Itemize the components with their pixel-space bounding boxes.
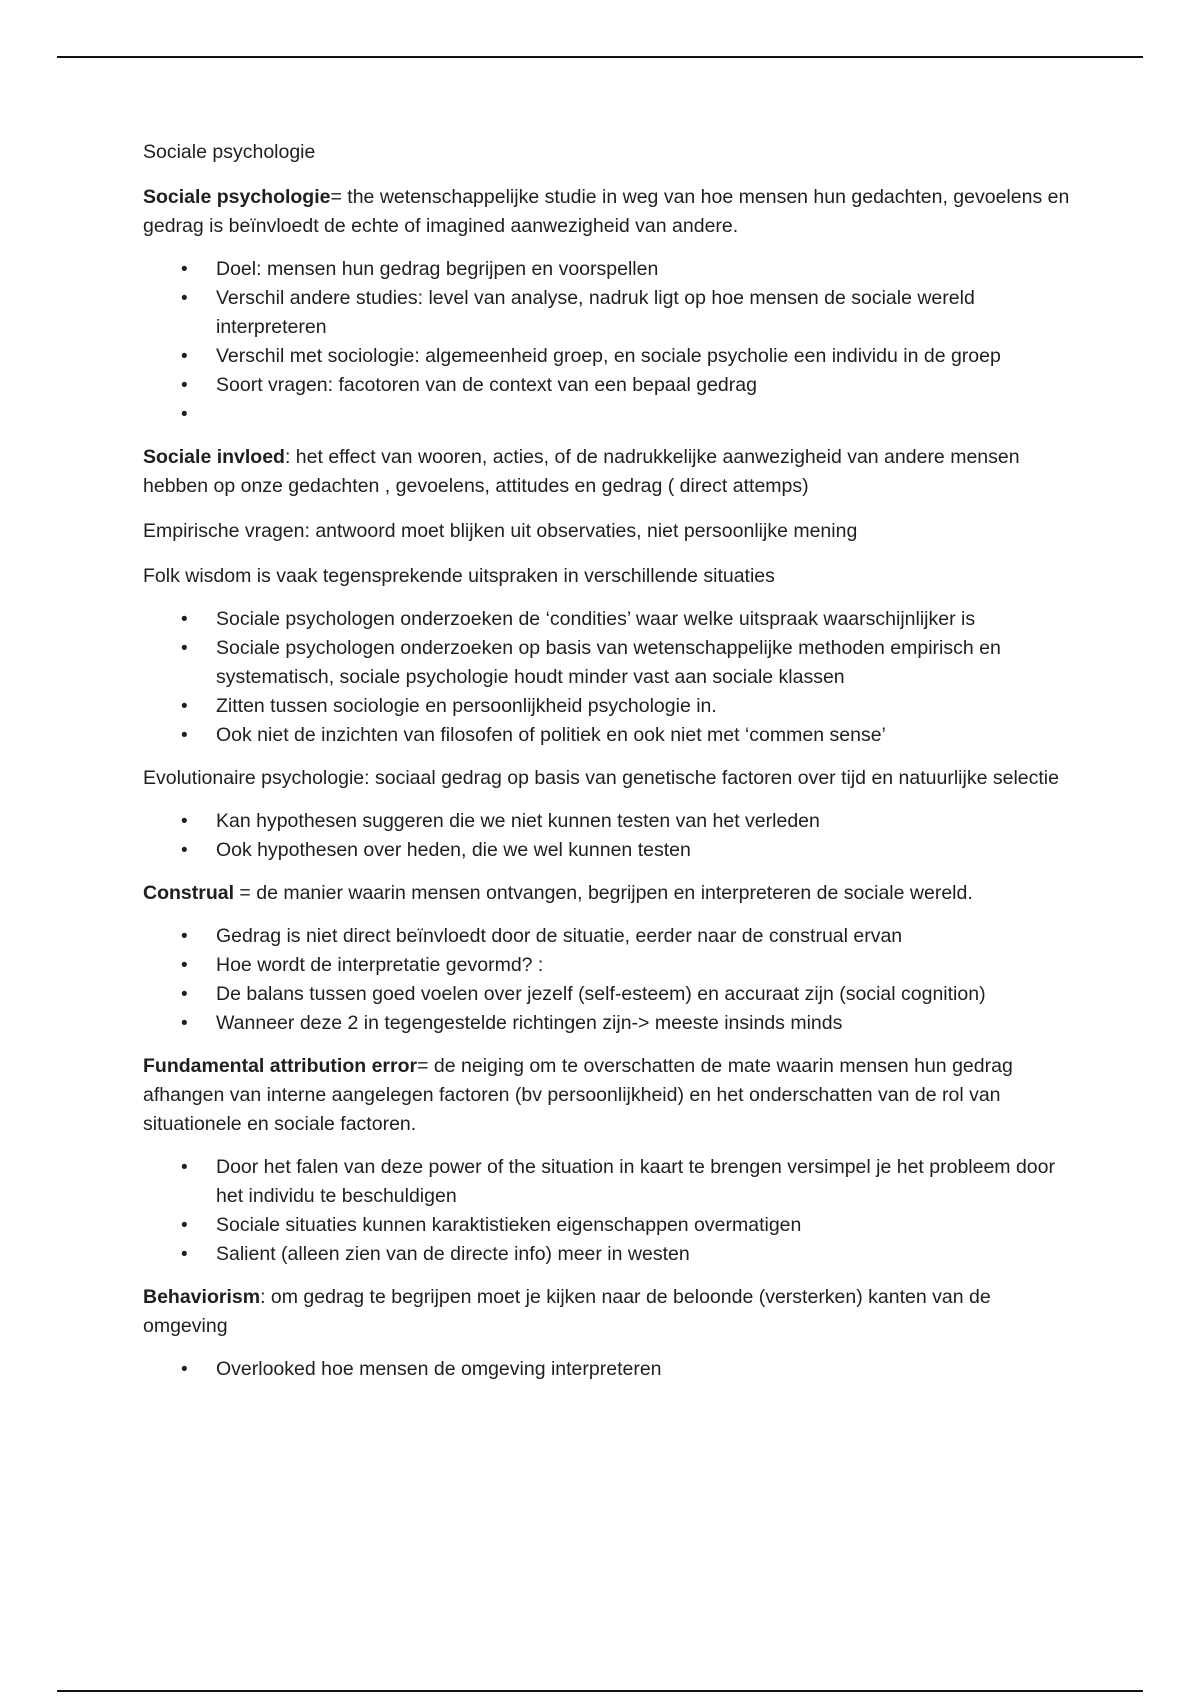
- list-item: • Ook niet de inzichten van filosofen of politiek en ook niet met ‘commen sense’: [216, 721, 1078, 750]
- header-rule: [57, 56, 1143, 58]
- list-item: • Door het falen van deze power of the situation in kaart te brengen versimpel je het probleem door het individu te beschuldigen: [216, 1153, 1078, 1211]
- paragraph-evolutionaire-psychologie: Evolutionaire psychologie: sociaal gedrag op basis van genetische factoren over tijd en natuurlijke selectie: [143, 767, 1059, 789]
- definition-fundamental-attribution-error: [143, 1052, 1078, 1139]
- page-title: Sociale psychologie: [143, 141, 316, 163]
- term-bold: Sociale invloed: [143, 446, 285, 468]
- definition-text: : om gedrag te begrijpen moet je kijken naar de beloonde (versterken) kanten van de omgeving: [143, 1286, 991, 1337]
- bullet-list: [143, 807, 1078, 865]
- definition-text: = de manier waarin mensen ontvangen, begrijpen en interpreteren de sociale wereld.: [234, 882, 973, 904]
- term-bold: Construal: [143, 882, 235, 904]
- list-item: • Verschil andere studies: level van analyse, nadruk ligt op hoe mensen de sociale wereld interpreteren: [216, 284, 1078, 342]
- bullet-list: [143, 1153, 1078, 1269]
- list-item: • Wanneer deze 2 in tegengestelde richtingen zijn-> meeste insinds minds: [216, 1009, 1078, 1038]
- list-item: • Ook hypothesen over heden, die we wel kunnen testen: [216, 836, 1078, 865]
- list-item: • Doel: mensen hun gedrag begrijpen en voorspellen: [216, 255, 1078, 284]
- list-item: • Soort vragen: facotoren van de context van een bepaal gedrag: [216, 371, 1078, 400]
- definition-sociale-invloed: [143, 443, 1078, 501]
- term-bold: Sociale psychologie: [143, 186, 331, 208]
- document-body: [143, 138, 1078, 1398]
- paragraph-folk-wisdom: Folk wisdom is vaak tegensprekende uitspraken in verschillende situaties: [143, 565, 775, 587]
- list-item-empty: [216, 400, 1078, 429]
- definition-text: = the wetenschappelijke studie in weg van hoe mensen hun gedachten, gevoelens en gedrag is beïnvloedt de echte of imagined aanwezigheid van andere.: [143, 186, 1070, 237]
- definition-text: : het effect van wooren, acties, of de nadrukkelijke aanwezigheid van andere mensen hebben op onze gedachten , gevoelens, attitudes en gedrag ( direct attemps): [143, 446, 1020, 497]
- term-bold: Behaviorism: [143, 1286, 261, 1308]
- list-item: • Kan hypothesen suggeren die we niet kunnen testen van het verleden: [216, 807, 1078, 836]
- footer-rule: [57, 1690, 1143, 1692]
- paragraph-empirische-vragen: Empirische vragen: antwoord moet blijken uit observaties, niet persoonlijke mening: [143, 520, 858, 542]
- bullet-list: [143, 605, 1078, 750]
- definition-behaviorism: [143, 1283, 1078, 1341]
- list-item: • Sociale situaties kunnen karaktistieken eigenschappen overmatigen: [216, 1211, 1078, 1240]
- definition-sociale-psychologie: [143, 183, 1078, 241]
- list-item: • Zitten tussen sociologie en persoonlijkheid psychologie in.: [216, 692, 1078, 721]
- list-item: • Sociale psychologen onderzoeken de ‘condities’ waar welke uitspraak waarschijnlijker is: [216, 605, 1078, 634]
- list-item: • Salient (alleen zien van de directe info) meer in westen: [216, 1240, 1078, 1269]
- definition-construal: [143, 879, 1078, 908]
- list-item: • Gedrag is niet direct beïnvloedt door de situatie, eerder naar de construal ervan: [216, 922, 1078, 951]
- bullet-list: [143, 922, 1078, 1038]
- list-item: • Hoe wordt de interpretatie gevormd? :: [216, 951, 1078, 980]
- bullet-list: [143, 1355, 1078, 1384]
- term-bold: Fundamental attribution error: [143, 1055, 418, 1077]
- list-item: • Verschil met sociologie: algemeenheid groep, en sociale psycholie een individu in de groep: [216, 342, 1078, 371]
- list-item: • Overlooked hoe mensen de omgeving interpreteren: [216, 1355, 1078, 1384]
- definition-text: = de neiging om te overschatten de mate waarin mensen hun gedrag afhangen van interne aangelegen factoren (bv persoonlijkheid) en het onderschatten van de rol van situationele en sociale factoren.: [143, 1055, 1013, 1135]
- bullet-list: [143, 255, 1078, 429]
- list-item: • Sociale psychologen onderzoeken op basis van wetenschappelijke methoden empirisch en systematisch, sociale psychologie houdt minder vast aan sociale klassen: [216, 634, 1078, 692]
- list-item: • De balans tussen goed voelen over jezelf (self-esteem) en accuraat zijn (social cognition): [216, 980, 1078, 1009]
